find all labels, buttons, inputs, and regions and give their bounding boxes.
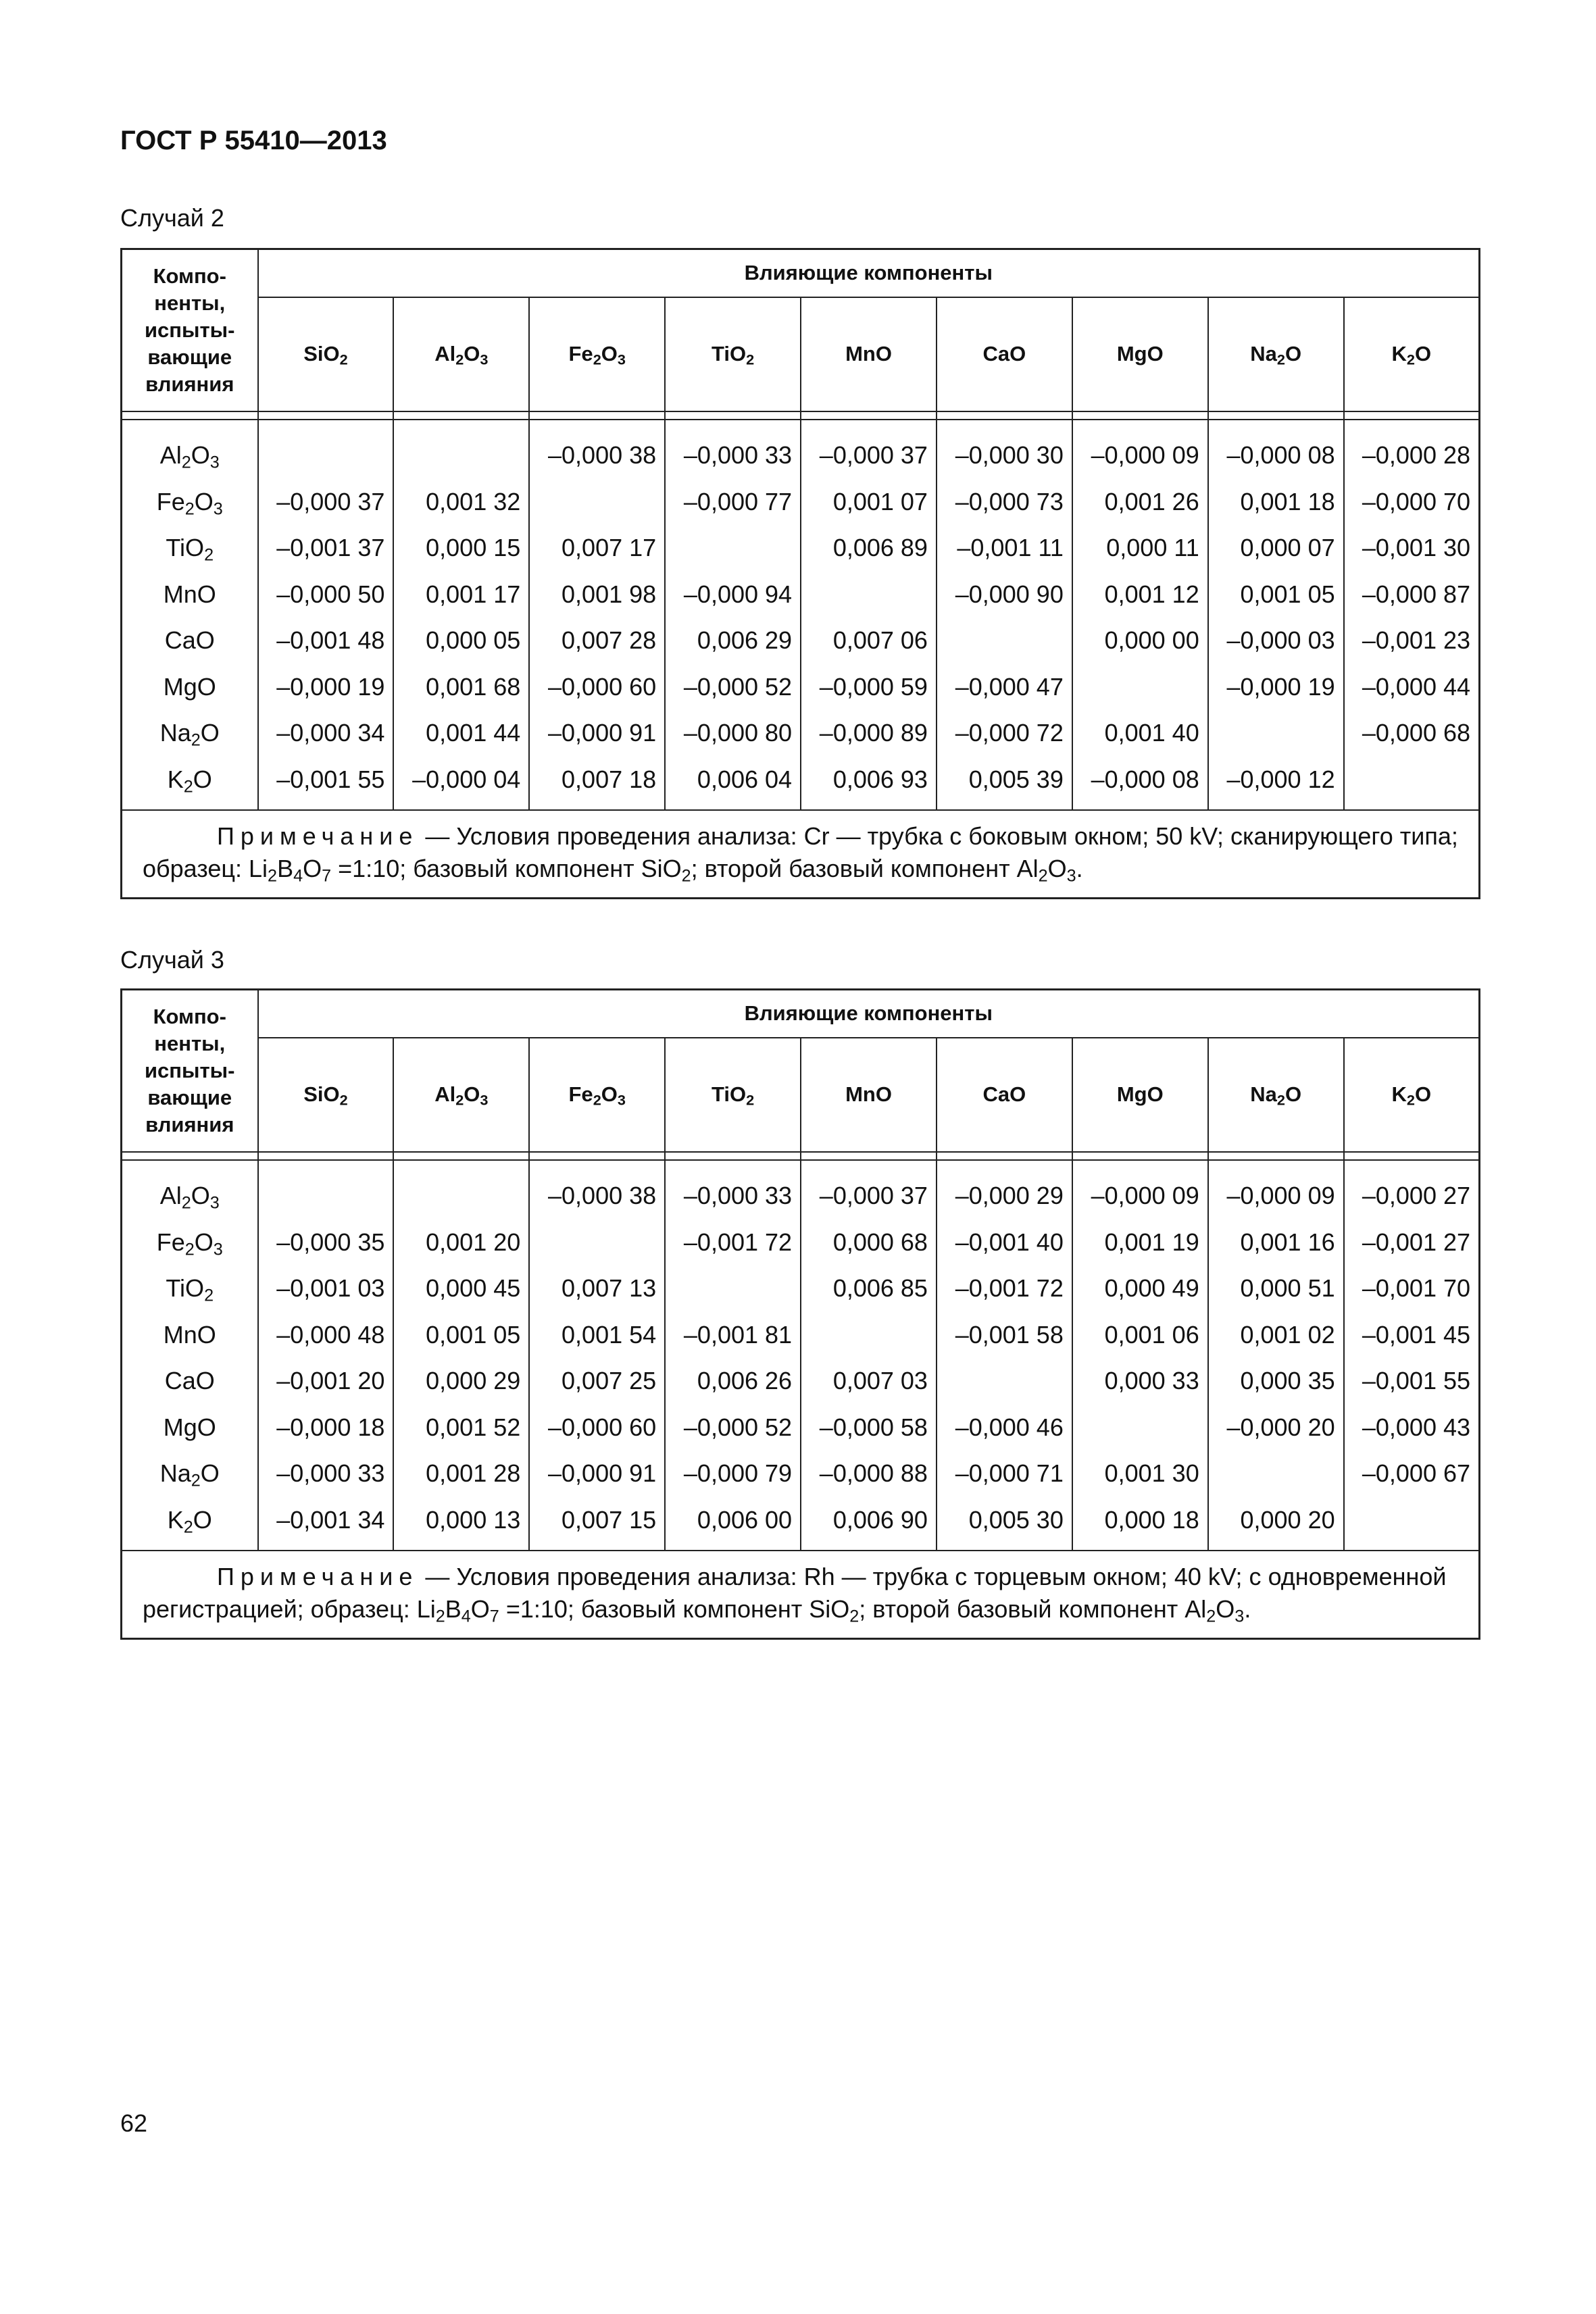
table-cell: –0,000 72	[937, 710, 1072, 757]
table-cell: –0,001 30	[1344, 525, 1480, 572]
table-cell: 0,001 26	[1072, 479, 1208, 526]
column-header	[1072, 297, 1208, 411]
column-header	[1208, 297, 1344, 411]
table-cell: 0,005 30	[937, 1497, 1072, 1551]
table-cell	[937, 1358, 1072, 1405]
row-component-name: $Na_2O$	[122, 1451, 258, 1497]
column-header	[801, 297, 937, 411]
table-cell: –0,001 20	[258, 1358, 394, 1405]
table-row	[122, 1160, 1480, 1219]
note-text: .	[1076, 855, 1083, 882]
column-header-subscript: 2	[593, 1091, 601, 1109]
column-header-tail: O	[601, 1082, 618, 1107]
table-cell	[393, 1160, 529, 1219]
table-cell: –0,000 19	[258, 664, 394, 711]
note-text: ; второй базовый компонент Al	[691, 855, 1039, 882]
table-cell: –0,000 58	[801, 1405, 937, 1451]
row-component-name: $Al_2O_3$	[122, 1160, 258, 1219]
table-cell: 0,001 98	[529, 572, 665, 618]
header-separator	[122, 411, 1480, 420]
case3-coefficient-table	[120, 988, 1480, 1640]
row-component-name: $Al_2O_3$	[122, 420, 258, 479]
row-component-name: MgO	[122, 1405, 258, 1451]
column-header	[801, 1038, 937, 1152]
table-cell	[529, 1219, 665, 1266]
note-lead-word: Примечание	[217, 822, 419, 850]
table-cell: –0,000 73	[937, 479, 1072, 526]
table-row	[122, 479, 1480, 526]
table-cell: 0,001 18	[1208, 479, 1344, 526]
table-cell: –0,001 27	[1344, 1219, 1480, 1266]
note-lead-word: Примечание	[217, 1563, 419, 1590]
column-header	[1344, 297, 1480, 411]
table-cell: –0,000 29	[937, 1160, 1072, 1219]
table-cell: 0,001 44	[393, 710, 529, 757]
column-header	[937, 297, 1072, 411]
column-header-base: MgO	[1116, 1082, 1164, 1107]
table-row	[122, 1219, 1480, 1266]
header-separator	[122, 1152, 1480, 1160]
table-cell: 0,001 17	[393, 572, 529, 618]
table-cell: –0,000 09	[1208, 1160, 1344, 1219]
column-header-base: MnO	[845, 1082, 892, 1107]
note-text: B	[445, 1595, 462, 1623]
row-component-name: $Na_2O$	[122, 710, 258, 757]
table-cell: –0,000 77	[665, 479, 801, 526]
column-header-subscript: 2	[593, 351, 601, 368]
table-cell: –0,001 37	[258, 525, 394, 572]
page-number: 62	[120, 2109, 148, 2137]
first-column-header-line: ненты,	[154, 1032, 226, 1055]
table-cell: 0,000 05	[393, 618, 529, 664]
note-text: ; второй базовый компонент Al	[859, 1595, 1207, 1623]
table-cell: –0,000 37	[801, 420, 937, 479]
table-cell: –0,001 81	[665, 1312, 801, 1359]
table-cell: 0,006 93	[801, 757, 937, 811]
column-header-subscript: 3	[480, 351, 489, 368]
first-column-header-line: Компо-	[153, 1005, 226, 1028]
row-component-name: TiO$_2$	[122, 525, 258, 572]
column-header-base: CaO	[982, 342, 1026, 366]
table-row	[122, 525, 1480, 572]
case-3-label: Случай 3	[120, 946, 224, 974]
column-header-tail: O	[601, 342, 618, 366]
table-cell: 0,001 30	[1072, 1451, 1208, 1497]
column-header-base: K	[1391, 1082, 1407, 1107]
header-row-1	[122, 249, 1480, 297]
table-cell: –0,000 50	[258, 572, 394, 618]
row-component-name: MnO	[122, 1312, 258, 1359]
table-cell: 0,007 28	[529, 618, 665, 664]
table-cell: 0,001 02	[1208, 1312, 1344, 1359]
column-header-subscript: 3	[617, 351, 626, 368]
table-cell	[1208, 1451, 1344, 1497]
table-cell: 0,000 33	[1072, 1358, 1208, 1405]
column-header	[393, 297, 529, 411]
table-cell: –0,000 38	[529, 1160, 665, 1219]
table-cell: –0,000 34	[258, 710, 394, 757]
table-cell: –0,000 71	[937, 1451, 1072, 1497]
table-cell: 0,001 06	[1072, 1312, 1208, 1359]
column-header-base: MgO	[1116, 342, 1164, 366]
table-cell: –0,001 55	[258, 757, 394, 811]
table-cell: –0,000 33	[665, 1160, 801, 1219]
table-cell: 0,000 68	[801, 1219, 937, 1266]
first-column-header-line: Компо-	[153, 264, 226, 288]
table-cell	[393, 420, 529, 479]
column-header-base: TiO	[712, 1082, 747, 1107]
row-component-name: CaO	[122, 1358, 258, 1405]
table-cell: –0,000 91	[529, 710, 665, 757]
table-cell: –0,000 18	[258, 1405, 394, 1451]
table-row	[122, 1265, 1480, 1312]
column-header-subscript: 2	[1276, 351, 1285, 368]
column-header	[529, 1038, 665, 1152]
table-row	[122, 1312, 1480, 1359]
table-row	[122, 1358, 1480, 1405]
table-cell: 0,001 19	[1072, 1219, 1208, 1266]
table-cell: –0,000 37	[258, 479, 394, 526]
table-cell: –0,000 12	[1208, 757, 1344, 811]
table-cell	[665, 525, 801, 572]
table-cell: –0,000 70	[1344, 479, 1480, 526]
first-column-header-line: влияния	[145, 372, 234, 396]
table-cell: –0,001 03	[258, 1265, 394, 1312]
table-cell: 0,000 13	[393, 1497, 529, 1551]
table-cell: 0,007 18	[529, 757, 665, 811]
table-row	[122, 420, 1480, 479]
first-column-header	[122, 249, 258, 412]
header-row-2	[122, 297, 1480, 411]
table-cell: 0,000 18	[1072, 1497, 1208, 1551]
table-cell: 0,001 05	[393, 1312, 529, 1359]
table-cell: –0,001 45	[1344, 1312, 1480, 1359]
table-cell: 0,000 20	[1208, 1497, 1344, 1551]
column-header-subscript: 2	[746, 1091, 755, 1109]
table-cell: 0,001 16	[1208, 1219, 1344, 1266]
column-header-subscript: 2	[1406, 351, 1415, 368]
table-cell	[258, 1160, 394, 1219]
column-header	[258, 1038, 394, 1152]
table-cell: –0,000 30	[937, 420, 1072, 479]
table-cell: 0,001 20	[393, 1219, 529, 1266]
column-header-tail: O	[464, 1082, 480, 1107]
table-note: Примечание — Условия проведения анализа: Rh — трубка с торцевым окном; 40 kV; с одновременной регистрацией; образец: $Li_2B_4O_7$ =1:10; базовый компонент SiO$_2$; второй базовый компонент $Al_2O_3$.	[122, 1551, 1480, 1639]
column-header-base: Na	[1250, 1082, 1277, 1107]
note-row	[122, 810, 1480, 899]
table-cell: 0,005 39	[937, 757, 1072, 811]
table-cell: –0,000 38	[529, 420, 665, 479]
column-header-base: Al	[434, 342, 456, 366]
table-cell: 0,001 40	[1072, 710, 1208, 757]
table-cell: –0,000 08	[1072, 757, 1208, 811]
table-cell: –0,000 27	[1344, 1160, 1480, 1219]
table-cell: –0,000 33	[665, 420, 801, 479]
column-header-base: MnO	[845, 342, 892, 366]
table-cell: 0,006 26	[665, 1358, 801, 1405]
table-cell: –0,000 48	[258, 1312, 394, 1359]
first-column-header	[122, 990, 258, 1153]
table-row	[122, 757, 1480, 811]
row-component-name: $K_2O$	[122, 1497, 258, 1551]
case-3-table-wrap	[120, 988, 1478, 1640]
table-cell: –0,000 79	[665, 1451, 801, 1497]
table-cell: –0,000 03	[1208, 618, 1344, 664]
note-text: — Условия проведения анализа: Cr — трубка с боковым окном; 50 kV; сканирующего типа; образец: Li	[143, 822, 1458, 882]
table-cell: –0,000 68	[1344, 710, 1480, 757]
column-header-tail: O	[1414, 342, 1432, 366]
column-header	[258, 297, 394, 411]
table-cell: 0,000 07	[1208, 525, 1344, 572]
table-cell	[801, 1312, 937, 1359]
first-column-header-line: влияния	[145, 1113, 234, 1136]
table-cell	[1072, 664, 1208, 711]
table-row	[122, 1451, 1480, 1497]
column-header	[393, 1038, 529, 1152]
table-cell: –0,000 88	[801, 1451, 937, 1497]
table-cell: –0,000 47	[937, 664, 1072, 711]
column-header	[529, 297, 665, 411]
table-cell: –0,000 91	[529, 1451, 665, 1497]
table-cell: –0,000 28	[1344, 420, 1480, 479]
table-cell: 0,000 45	[393, 1265, 529, 1312]
table-cell: 0,006 00	[665, 1497, 801, 1551]
table-cell: 0,000 00	[1072, 618, 1208, 664]
table-cell: –0,000 09	[1072, 420, 1208, 479]
table-cell: –0,000 35	[258, 1219, 394, 1266]
table-cell	[1208, 710, 1344, 757]
table-cell: –0,000 52	[665, 1405, 801, 1451]
table-cell: 0,000 51	[1208, 1265, 1344, 1312]
table-cell	[801, 572, 937, 618]
table-cell: –0,000 60	[529, 1405, 665, 1451]
row-component-name: $Fe_2O_3$	[122, 1219, 258, 1266]
table-cell: –0,000 04	[393, 757, 529, 811]
row-component-name: $Fe_2O_3$	[122, 479, 258, 526]
column-header-tail: O	[1285, 342, 1302, 366]
table-cell: –0,000 46	[937, 1405, 1072, 1451]
table-cell: 0,006 29	[665, 618, 801, 664]
table-cell: 0,001 54	[529, 1312, 665, 1359]
table-cell: 0,007 06	[801, 618, 937, 664]
table-cell: –0,001 72	[665, 1219, 801, 1266]
table-cell: 0,007 13	[529, 1265, 665, 1312]
table-cell: 0,006 89	[801, 525, 937, 572]
table-cell: 0,007 25	[529, 1358, 665, 1405]
table-cell: 0,000 35	[1208, 1358, 1344, 1405]
column-header-base: K	[1391, 342, 1407, 366]
table-cell: 0,006 90	[801, 1497, 937, 1551]
table-cell: –0,001 70	[1344, 1265, 1480, 1312]
table-cell: –0,001 55	[1344, 1358, 1480, 1405]
table-cell: –0,000 09	[1072, 1160, 1208, 1219]
table-cell: 0,001 68	[393, 664, 529, 711]
table-cell: –0,000 67	[1344, 1451, 1480, 1497]
table-cell: 0,006 85	[801, 1265, 937, 1312]
table-cell: 0,007 15	[529, 1497, 665, 1551]
table-cell: 0,007 03	[801, 1358, 937, 1405]
table-cell: 0,000 15	[393, 525, 529, 572]
table-cell: –0,000 59	[801, 664, 937, 711]
table-cell: –0,000 43	[1344, 1405, 1480, 1451]
table-cell: –0,000 52	[665, 664, 801, 711]
column-header-base: CaO	[982, 1082, 1026, 1107]
row-component-name: CaO	[122, 618, 258, 664]
table-cell: –0,000 87	[1344, 572, 1480, 618]
table-row	[122, 572, 1480, 618]
column-header-base: Al	[434, 1082, 456, 1107]
column-header-tail: O	[1414, 1082, 1432, 1107]
first-column-header-line: испыты-	[145, 1059, 235, 1082]
note-text: O	[1216, 1595, 1235, 1623]
note-row	[122, 1551, 1480, 1639]
column-header	[665, 1038, 801, 1152]
table-cell: 0,000 29	[393, 1358, 529, 1405]
row-component-name: MgO	[122, 664, 258, 711]
table-cell: –0,000 80	[665, 710, 801, 757]
table-cell: –0,000 90	[937, 572, 1072, 618]
table-cell: 0,001 12	[1072, 572, 1208, 618]
table-row	[122, 1405, 1480, 1451]
column-header	[1344, 1038, 1480, 1152]
influencing-components-header: Влияющие компоненты	[258, 990, 1480, 1038]
column-header-subscript: 3	[617, 1091, 626, 1109]
influencing-components-header: Влияющие компоненты	[258, 249, 1480, 297]
table-cell: 0,001 07	[801, 479, 937, 526]
column-header	[665, 297, 801, 411]
table-cell	[1344, 1497, 1480, 1551]
table-note: Примечание — Условия проведения анализа: Cr — трубка с боковым окном; 50 kV; сканирующего типа; образец: $Li_2B_4O_7$ =1:10; базовый компонент SiO$_2$; второй базовый компонент $Al_2O_3$.	[122, 810, 1480, 899]
row-component-name: MnO	[122, 572, 258, 618]
column-header-subscript: 2	[746, 351, 755, 368]
column-header-base: SiO	[303, 1082, 340, 1107]
table-cell: –0,000 37	[801, 1160, 937, 1219]
header-row-2	[122, 1038, 1480, 1152]
row-component-name: TiO$_2$	[122, 1265, 258, 1312]
note-text: =1:10; базовый компонент SiO	[499, 1595, 850, 1623]
row-component-name: $K_2O$	[122, 757, 258, 811]
table-cell: –0,001 23	[1344, 618, 1480, 664]
column-header	[937, 1038, 1072, 1152]
table-cell: 0,001 05	[1208, 572, 1344, 618]
table-cell	[665, 1265, 801, 1312]
table-cell: –0,001 48	[258, 618, 394, 664]
table-cell: 0,000 11	[1072, 525, 1208, 572]
note-text: .	[1244, 1595, 1251, 1623]
table-cell: 0,001 32	[393, 479, 529, 526]
table-cell: –0,000 89	[801, 710, 937, 757]
first-column-header-line: ненты,	[154, 291, 226, 315]
note-text: =1:10; базовый компонент SiO	[331, 855, 682, 882]
column-header-base: SiO	[303, 342, 340, 366]
table-row	[122, 664, 1480, 711]
table-cell: 0,007 17	[529, 525, 665, 572]
column-header-subscript: 2	[339, 351, 348, 368]
note-text: B	[277, 855, 294, 882]
case-2-label: Случай 2	[120, 204, 224, 232]
table-cell: 0,006 04	[665, 757, 801, 811]
table-cell: –0,001 72	[937, 1265, 1072, 1312]
document-header: ГОСТ Р 55410—2013	[120, 126, 387, 155]
column-header-tail: O	[464, 342, 480, 366]
table-cell: 0,001 28	[393, 1451, 529, 1497]
column-header-tail: O	[1285, 1082, 1302, 1107]
table-cell	[258, 420, 394, 479]
table-cell: –0,001 58	[937, 1312, 1072, 1359]
table-row	[122, 618, 1480, 664]
column-header-base: Fe	[568, 1082, 593, 1107]
table-row	[122, 1497, 1480, 1551]
table-cell: 0,001 52	[393, 1405, 529, 1451]
table-cell: 0,000 49	[1072, 1265, 1208, 1312]
column-header-subscript: 2	[339, 1091, 348, 1109]
header-row-1	[122, 990, 1480, 1038]
note-text: O	[1047, 855, 1067, 882]
column-header-subscript: 2	[1406, 1091, 1415, 1109]
table-cell: –0,001 11	[937, 525, 1072, 572]
first-column-header-line: вающие	[147, 345, 232, 369]
note-text: O	[470, 1595, 490, 1623]
note-text: O	[303, 855, 322, 882]
column-header-base: Na	[1250, 342, 1277, 366]
table-cell	[1344, 757, 1480, 811]
table-cell: –0,001 40	[937, 1219, 1072, 1266]
first-column-header-line: вающие	[147, 1086, 232, 1109]
column-header	[1208, 1038, 1344, 1152]
column-header	[1072, 1038, 1208, 1152]
table-cell: –0,000 94	[665, 572, 801, 618]
column-header-base: Fe	[568, 342, 593, 366]
table-cell: –0,000 08	[1208, 420, 1344, 479]
column-header-base: TiO	[712, 342, 747, 366]
case2-coefficient-table	[120, 248, 1480, 899]
table-cell	[937, 618, 1072, 664]
table-row	[122, 710, 1480, 757]
case-2-table-wrap	[120, 248, 1478, 899]
column-header-subscript: 2	[455, 1091, 464, 1109]
note-text: — Условия проведения анализа: Rh — трубка с торцевым окном; 40 kV; с одновременной регистрацией; образец: Li	[143, 1563, 1447, 1623]
table-cell	[529, 479, 665, 526]
column-header-subscript: 2	[455, 351, 464, 368]
table-cell: –0,000 60	[529, 664, 665, 711]
table-cell: –0,000 33	[258, 1451, 394, 1497]
column-header-subscript: 3	[480, 1091, 489, 1109]
table-cell	[1072, 1405, 1208, 1451]
table-cell: –0,000 20	[1208, 1405, 1344, 1451]
column-header-subscript: 2	[1276, 1091, 1285, 1109]
first-column-header-line: испыты-	[145, 318, 235, 342]
table-cell: –0,000 19	[1208, 664, 1344, 711]
table-cell: –0,001 34	[258, 1497, 394, 1551]
table-cell: –0,000 44	[1344, 664, 1480, 711]
